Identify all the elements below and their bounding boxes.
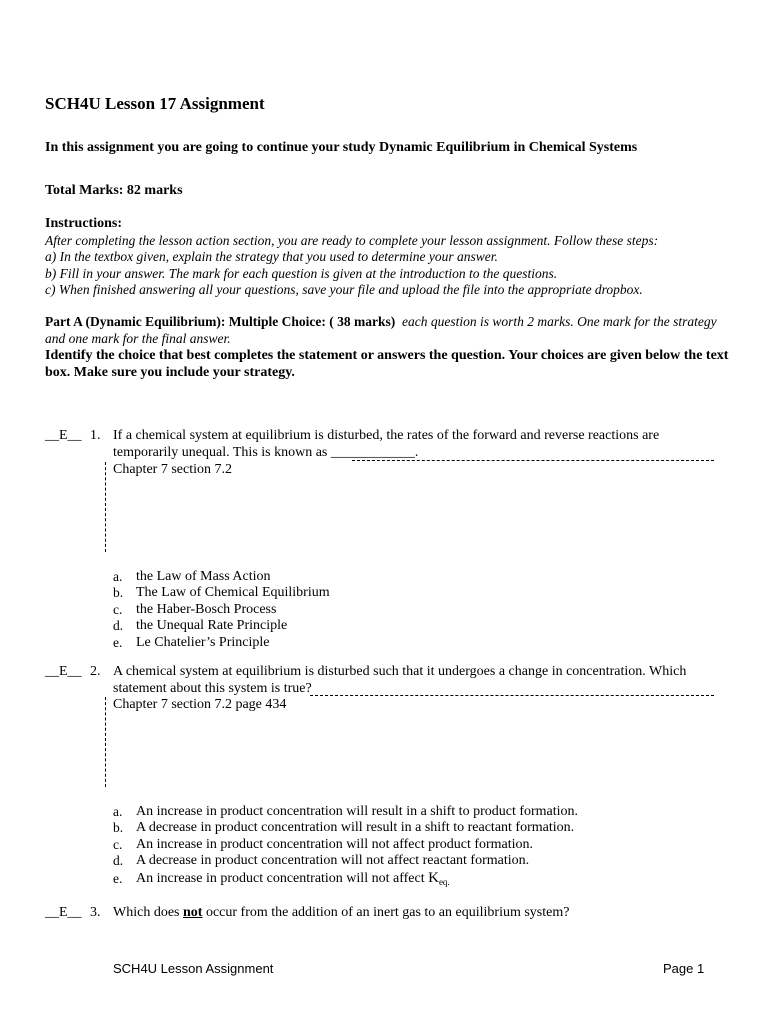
page-title: SCH4U Lesson 17 Assignment [45,94,265,113]
textbox-top-border [310,695,714,696]
footer-left: SCH4U Lesson Assignment [113,961,274,976]
option-letter: d. [113,853,124,868]
option-letter: c. [113,602,123,617]
option-text: An increase in product concentration will not affect product formation. [136,837,534,852]
option-text: A decrease in product concentration will not affect reactant formation. [136,853,530,868]
strategy-textbox[interactable]: Chapter 7 section 7.2 page 434 [113,697,287,712]
option-text: the Haber-Bosch Process [136,602,277,617]
textbox-left-border [105,697,106,787]
option-letter: c. [113,837,123,852]
assignment-intro: In this assignment you are going to continue your study Dynamic Equilibrium in Chemical Systems [45,140,638,155]
textbox-left-border [105,462,106,552]
question-text [113,905,569,921]
part-a-intro [45,313,735,347]
answer-field[interactable]: __E__ [45,664,82,679]
part-a-identify: Identify the choice that best completes the statement or answers the question. Your choices are given below the text box. Make sure you include your strategy. [45,348,729,380]
option-letter: b. [113,585,124,600]
option-letter: a. [113,804,123,819]
keq-subscript: eq. [438,877,450,887]
answer-field[interactable]: __E__ [45,428,82,443]
question-number: 2. [90,664,101,679]
question-text-part: Which does [113,905,183,920]
option-letter: e. [113,635,123,650]
part-a-note: each question is worth 2 marks. One mark for the strategy and one mark for the final answer. [45,314,717,346]
option-text: An increase in product concentration will result in a shift to product formation. [136,804,579,819]
instructions-heading: Instructions: [45,216,123,231]
option-letter: b. [113,820,124,835]
answer-field[interactable]: __E__ [45,905,82,920]
option-text-with-symbol [136,870,450,887]
option-text: the Law of Mass Action [136,569,271,584]
question-text: If a chemical system at equilibrium is disturbed, the rates of the forward and reverse reactions are temporarily unequal. This is known as ____________. [113,428,660,460]
option-letter: a. [113,569,123,584]
option-text: the Unequal Rate Principle [136,618,288,633]
option-text: An increase in product concentration will not affect [136,871,425,886]
part-a-heading: Part A (Dynamic Equilibrium): Multiple Choice: ( 38 marks) [45,314,396,329]
option-letter: d. [113,618,124,633]
question-text-part: occur from the addition of an inert gas to an equilibrium system? [202,905,570,920]
option-letter: e. [113,871,123,886]
option-text: The Law of Chemical Equilibrium [136,585,330,600]
question-number: 1. [90,428,101,443]
option-text: Le Chatelier’s Principle [136,635,270,650]
instruction-line: a) In the textbox given, explain the strategy that you used to determine your answer. [45,249,498,264]
instruction-line: c) When finished answering all your questions, save your file and upload the file into the appropriate dropbox. [45,282,643,297]
question-number: 3. [90,905,101,920]
instruction-line: b) Fill in your answer. The mark for each question is given at the introduction to the questions. [45,266,558,281]
keq-symbol: K [428,870,439,886]
page-number: Page 1 [663,961,705,976]
total-marks: Total Marks: 82 marks [45,183,183,198]
strategy-textbox[interactable]: Chapter 7 section 7.2 [113,462,232,477]
instruction-line: After completing the lesson action section, you are ready to complete your lesson assignment. Follow these steps: [45,233,659,248]
option-text: A decrease in product concentration will result in a shift to reactant formation. [136,820,575,835]
question-text: A chemical system at equilibrium is disturbed such that it undergoes a change in concentration. Which statement about this system is true? [113,664,687,696]
textbox-top-border [352,460,714,461]
emphasis-word: not [182,905,203,920]
